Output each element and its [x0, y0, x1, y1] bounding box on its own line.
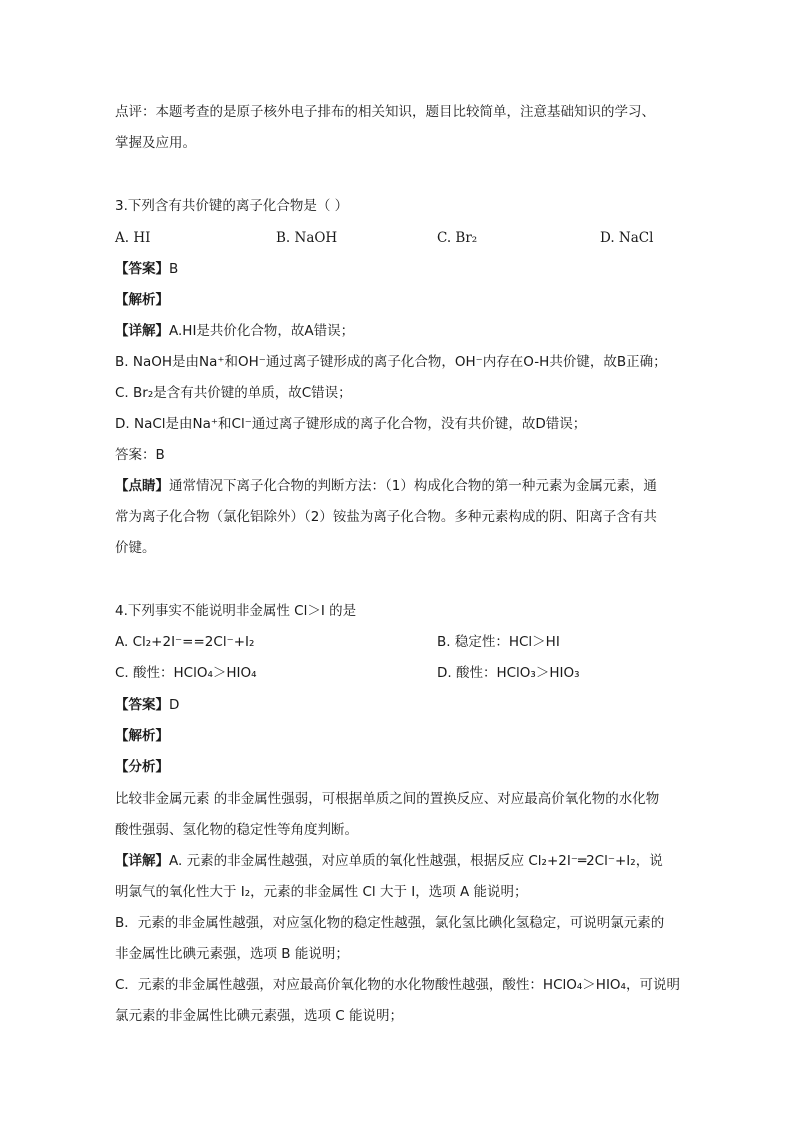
q3-detail-label: 【详解】: [115, 323, 169, 339]
q3-detail-a: A.HI是共价化合物，故A错误；: [169, 323, 355, 339]
q3-option-d: D. NaCl: [600, 230, 654, 246]
q4-option-d: D. 酸性：HClO₃＞HIO₃: [437, 665, 580, 681]
q3-tip-row-1: [115, 476, 657, 496]
q3-tip-line-1: 通常情况下离子化合物的判断方法：（1）构成化合物的第一种元素为金属元素，通: [169, 478, 657, 494]
commentary-line-2: 掌握及应用。: [115, 135, 196, 151]
q3-analysis-label: 【解析】: [115, 292, 169, 308]
q4-detail-c-2: 氯元素的非金属性比碘元素强，选项 C 能说明；: [115, 1008, 404, 1024]
q3-stem: 3.下列含有共价键的离子化合物是（ ）: [115, 198, 349, 214]
q4-option-b: B. 稳定性：HCl＞HI: [437, 634, 560, 650]
q4-detail-c-1: C．元素的非金属性越强，对应最高价氧化物的水化物酸性越强，酸性：HClO₄＞HIO₄，可说明: [115, 977, 680, 993]
q4-detail-b-1: B．元素的非金属性越强，对应氢化物的稳定性越强，氯化氢比碘化氢稳定，可说明氯元素的: [115, 915, 665, 931]
q4-detail-a-2: 明氯气的氧化性大于 I₂，元素的非金属性 Cl 大于 I，选项 A 能说明；: [115, 884, 528, 900]
q3-option-b: B. NaOH: [276, 230, 338, 246]
q4-fenxi-line-1: 比较非金属元素 的非金属性强弱，可根据单质之间的置换反应、对应最高价氧化物的水化物: [115, 791, 660, 807]
q3-detail-b: B. NaOH是由Na⁺和OH⁻通过离子键形成的离子化合物，OH⁻内存在O-H共价键，故B正确；: [115, 354, 667, 370]
q4-detail-label: 【详解】: [115, 853, 169, 869]
q4-fenxi-label: 【分析】: [115, 759, 169, 775]
q3-option-a: A. HI: [115, 230, 151, 246]
q3-option-c: C. Br₂: [437, 230, 478, 246]
q4-answer-label: 【答案】: [115, 697, 169, 713]
q3-tip-label: 【点睛】: [115, 478, 169, 494]
commentary-line-1: 点评：本题考查的是原子核外电子排布的相关知识，题目比较简单，注意基础知识的学习、: [115, 104, 655, 120]
q4-detail-a-1: A. 元素的非金属性越强，对应单质的氧化性越强，根据反应 Cl₂+2I⁻═2Cl⁻+I₂，说: [169, 853, 663, 869]
q4-option-c: C. 酸性：HClO₄＞HIO₄: [115, 665, 257, 681]
q4-detail-b-2: 非金属性比碘元素强，选项 B 能说明；: [115, 946, 349, 962]
q4-option-a: A. Cl₂+2I⁻==2Cl⁻+I₂: [115, 634, 255, 650]
q3-tip-line-3: 价键。: [115, 540, 156, 556]
q3-detail-a-row: [115, 321, 354, 341]
q3-detail-c: C. Br₂是含有共价键的单质，故C错误；: [115, 385, 352, 401]
q3-final-answer: 答案：B: [115, 447, 165, 463]
q4-detail-a-row: [115, 851, 663, 871]
q3-tip-line-2: 常为离子化合物（氯化铝除外）（2）铵盐为离子化合物。多种元素构成的阴、阳离子含有共: [115, 509, 657, 525]
q3-answer-label: 【答案】: [115, 261, 169, 277]
q4-stem: 4.下列事实不能说明非金属性 Cl＞I 的是: [115, 603, 357, 619]
q4-fenxi-line-2: 酸性强弱、氢化物的稳定性等角度判断。: [115, 822, 358, 838]
q4-answer-row: [115, 695, 179, 715]
q3-answer-value: B: [169, 261, 179, 277]
q3-answer-row: [115, 259, 178, 279]
q3-detail-d: D. NaCl是由Na⁺和Cl⁻通过离子键形成的离子化合物，没有共价键，故D错误；: [115, 416, 587, 432]
q4-answer-value: D: [169, 697, 180, 713]
q4-analysis-label: 【解析】: [115, 728, 169, 744]
